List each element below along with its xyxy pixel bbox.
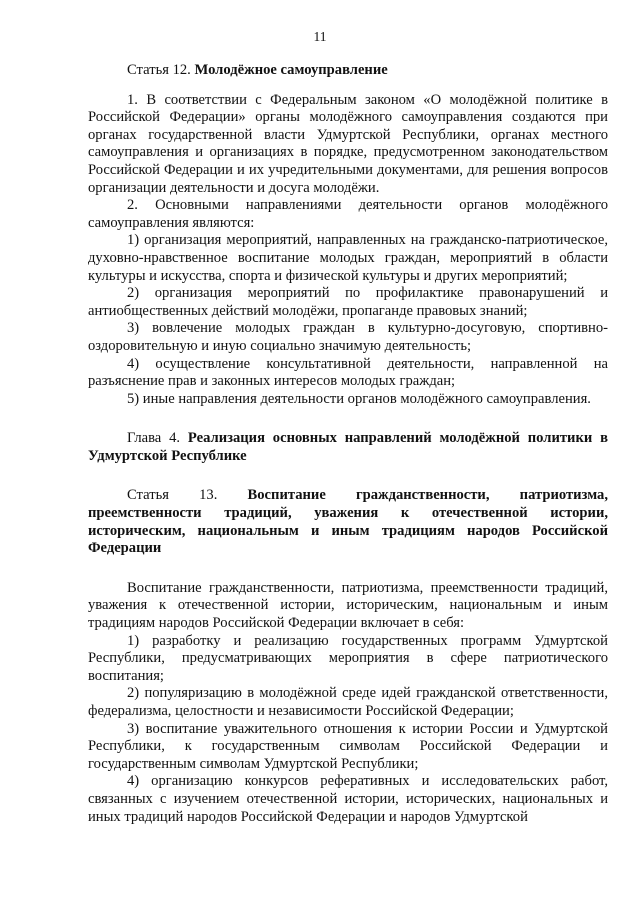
- article-12-prefix: Статья 12.: [127, 62, 191, 78]
- article-13-item-3: 3) воспитание уважительного отношения к истории России и Удмуртской Республики, к государственным символам Российской Федерации и государственным символам Удмуртской Республики;: [88, 720, 608, 772]
- page-number: 11: [313, 29, 327, 44]
- article-13-item-4: 4) организацию конкурсов реферативных и исследовательских работ, связанных с изучением отечественной истории, исторических, национальных и иных традиций народов Российской Федерации и народов Удмуртской: [88, 773, 608, 825]
- article-12-paragraph-1: 1. В соответствии с Федеральным законом «О молодёжной политике в Российской Федерации» органы молодёжного самоуправления создаются при органах государственной власти Удмуртской Республики, органах местного самоуправления и организациях в порядке, предусмотренном законодательством Российской Федерации и их учредительными документами, для решения вопросов организации деятельности и досуга молодёжи.: [88, 91, 608, 196]
- article-12-item-3: 3) вовлечение молодых граждан в культурно-досуговую, спортивно-оздоровительную и иную социально значимую деятельность;: [88, 320, 608, 354]
- article-13-title: Воспитание гражданственности, патриотизма, преемственности традиций, уважения к отечественной истории, историческим, национальным и иным традициям народов Российской Федерации: [88, 487, 608, 557]
- article-12-paragraph-2: 2. Основными направлениями деятельности органов молодёжного самоуправления являются:: [88, 197, 608, 231]
- chapter-4-heading: [88, 430, 608, 465]
- chapter-4-prefix: Глава 4.: [127, 430, 181, 447]
- article-13-item-1: 1) разработку и реализацию государственных программ Удмуртской Республики, предусматривающих мероприятия в сфере патриотического воспитания;: [88, 632, 608, 684]
- chapter-4-title: Реализация основных направлений молодёжной политики в Удмуртской Республике: [88, 430, 608, 464]
- article-12-title: Молодёжное самоуправление: [194, 62, 388, 78]
- page-content: [88, 62, 608, 826]
- article-12-item-5: 5) иные направления деятельности органов молодёжного самоуправления.: [127, 390, 591, 407]
- article-12-heading: [88, 62, 608, 80]
- article-13-intro: Воспитание гражданственности, патриотизма, преемственности традиций, уважения к отечественной истории, историческим, национальным и иным традициям народов Российской Федерации включает в себя:: [88, 579, 608, 632]
- article-12-item-2: 2) организация мероприятий по профилактике правонарушений и антиобщественных действий молодёжи, пропаганде правовых знаний;: [88, 285, 608, 319]
- article-12-item-1: 1) организация мероприятий, направленных на гражданско-патриотическое, духовно-нравственное воспитание молодых граждан, мероприятий в области культуры и искусства, спорта и физической культуры и других мероприятий;: [88, 232, 608, 284]
- article-13-item-2: 2) популяризацию в молодёжной среде идей гражданской ответственности, федерализма, целостности и независимости Российской Федерации;: [88, 685, 608, 719]
- article-13-prefix: Статья 13.: [127, 487, 218, 504]
- article-13-heading: [88, 487, 608, 557]
- article-12-item-4: 4) осуществление консультативной деятельности, направленной на разъяснение прав и законных интересов молодых граждан;: [88, 355, 608, 390]
